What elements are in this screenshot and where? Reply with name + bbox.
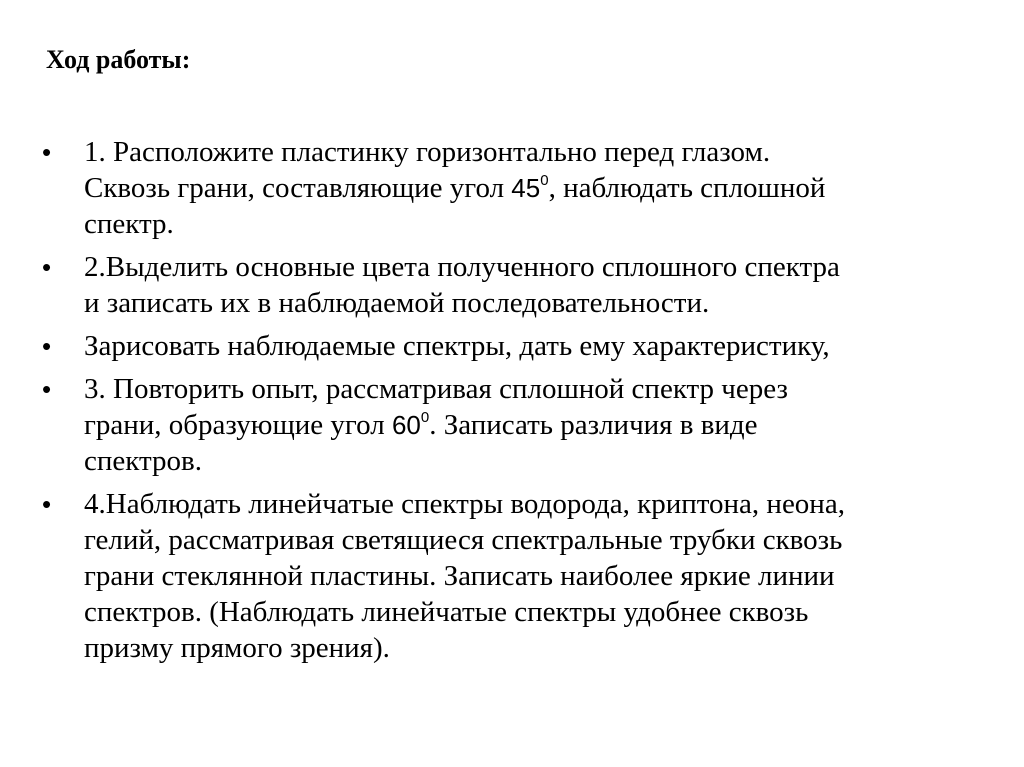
bullet-icon: • xyxy=(42,137,52,167)
bullet-icon: • xyxy=(42,374,52,404)
item-text: грани, образующие угол xyxy=(84,409,392,441)
list-item-step-1 xyxy=(0,134,1024,242)
degree-superscript: 0 xyxy=(540,172,549,189)
item-text: , наблюдать сплошной xyxy=(548,172,826,204)
item-line: спектров. (Наблюдать линейчатые спектры удобнее сквозь xyxy=(84,596,809,628)
bullet-icon: • xyxy=(42,331,52,361)
bullet-icon: • xyxy=(42,489,52,519)
bullet-icon: • xyxy=(42,252,52,282)
list-item-step-2 xyxy=(0,249,1024,321)
item-line: грани стеклянной пластины. Записать наиболее яркие линии xyxy=(84,560,835,592)
item-line: 2.Выделить основные цвета полученного сплошного спектра xyxy=(84,251,840,283)
degree-superscript: 0 xyxy=(420,409,430,426)
procedure-list xyxy=(0,134,1024,673)
item-line: 4.Наблюдать линейчатые спектры водорода, криптона, неона, xyxy=(84,488,845,520)
item-line: и записать их в наблюдаемой последовательности. xyxy=(84,287,710,319)
item-line: призму прямого зрения). xyxy=(84,632,390,664)
item-line: гелий, рассматривая светящиеся спектральные трубки сквозь xyxy=(84,524,843,556)
item-text: Сквозь грани, составляющие угол xyxy=(84,172,512,204)
item-text: . Записать различия в виде xyxy=(429,409,758,441)
item-line xyxy=(84,170,994,206)
item-line: спектров. xyxy=(84,445,202,477)
angle-value: 60 xyxy=(391,410,421,440)
angle-value: 45 xyxy=(511,173,541,203)
list-item-sketch xyxy=(0,328,1024,364)
item-line: 3. Повторить опыт, рассматривая сплошной спектр через xyxy=(84,373,788,405)
list-item-step-3 xyxy=(0,371,1024,479)
item-line: спектр. xyxy=(84,208,174,240)
item-line xyxy=(84,407,994,443)
item-line: 1. Расположите пластинку горизонтально перед глазом. xyxy=(84,136,771,168)
item-line: Зарисовать наблюдаемые спектры, дать ему характеристику, xyxy=(84,330,830,362)
slide-title: Ход работы: xyxy=(46,45,191,74)
list-item-step-4 xyxy=(0,486,1024,666)
